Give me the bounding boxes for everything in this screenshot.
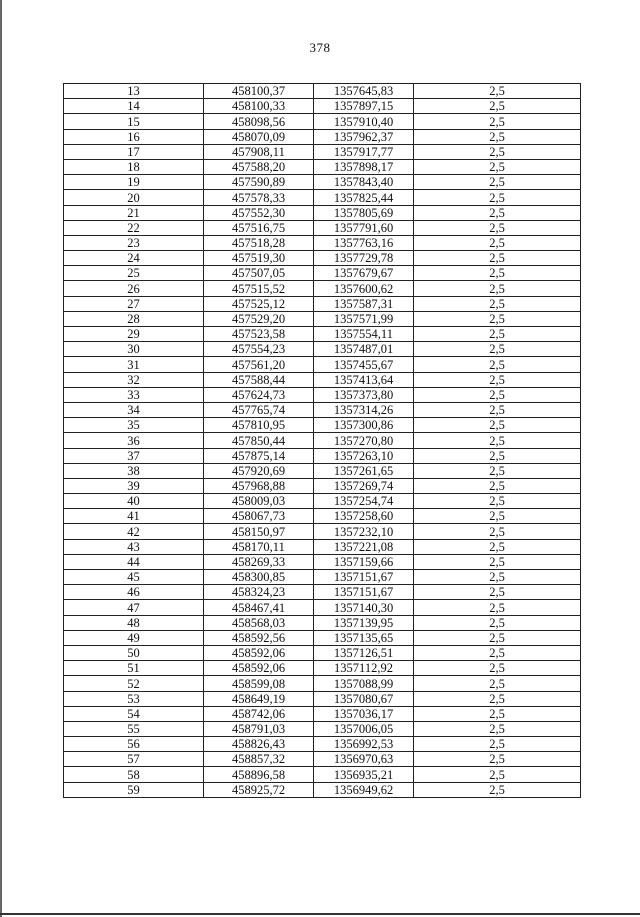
y-coordinate-cell: 1356949,62 [314, 782, 414, 797]
point-number-cell: 37 [64, 448, 204, 463]
y-coordinate-cell: 1357910,40 [314, 114, 414, 129]
point-number-cell: 57 [64, 752, 204, 767]
table-row [64, 615, 581, 630]
x-coordinate-cell: 458150,97 [204, 524, 314, 539]
y-coordinate-cell: 1357413,64 [314, 372, 414, 387]
y-coordinate-cell: 1357270,80 [314, 433, 414, 448]
y-coordinate-cell: 1357314,26 [314, 402, 414, 417]
x-coordinate-cell: 458857,32 [204, 752, 314, 767]
value-cell: 2,5 [414, 615, 581, 630]
point-number-cell: 54 [64, 706, 204, 721]
point-number-cell: 52 [64, 676, 204, 691]
value-cell: 2,5 [414, 144, 581, 159]
value-cell: 2,5 [414, 205, 581, 220]
table-row [64, 554, 581, 569]
point-number-cell: 49 [64, 630, 204, 645]
point-number-cell: 15 [64, 114, 204, 129]
point-number-cell: 59 [64, 782, 204, 797]
page-edge-bottom [0, 913, 640, 915]
x-coordinate-cell: 457588,20 [204, 159, 314, 174]
x-coordinate-cell: 458568,03 [204, 615, 314, 630]
table-row [64, 144, 581, 159]
point-number-cell: 14 [64, 99, 204, 114]
value-cell: 2,5 [414, 235, 581, 250]
point-number-cell: 44 [64, 554, 204, 569]
y-coordinate-cell: 1357254,74 [314, 494, 414, 509]
y-coordinate-cell: 1357455,67 [314, 357, 414, 372]
x-coordinate-cell: 457968,88 [204, 478, 314, 493]
point-number-cell: 50 [64, 645, 204, 660]
table-row [64, 372, 581, 387]
x-coordinate-cell: 458324,23 [204, 585, 314, 600]
value-cell: 2,5 [414, 524, 581, 539]
table-row [64, 251, 581, 266]
table-row [64, 220, 581, 235]
y-coordinate-cell: 1357088,99 [314, 676, 414, 691]
value-cell: 2,5 [414, 645, 581, 660]
table-row [64, 676, 581, 691]
point-number-cell: 45 [64, 570, 204, 585]
y-coordinate-cell: 1356992,53 [314, 737, 414, 752]
y-coordinate-cell: 1357151,67 [314, 570, 414, 585]
table-row [64, 205, 581, 220]
x-coordinate-cell: 458070,09 [204, 129, 314, 144]
x-coordinate-cell: 457516,75 [204, 220, 314, 235]
y-coordinate-cell: 1357897,15 [314, 99, 414, 114]
y-coordinate-cell: 1357487,01 [314, 342, 414, 357]
x-coordinate-cell: 457529,20 [204, 311, 314, 326]
y-coordinate-cell: 1357139,95 [314, 615, 414, 630]
x-coordinate-cell: 458599,08 [204, 676, 314, 691]
table-row [64, 402, 581, 417]
value-cell: 2,5 [414, 266, 581, 281]
x-coordinate-cell: 457578,33 [204, 190, 314, 205]
x-coordinate-cell: 458791,03 [204, 721, 314, 736]
table-row [64, 661, 581, 676]
y-coordinate-cell: 1356970,63 [314, 752, 414, 767]
value-cell: 2,5 [414, 676, 581, 691]
y-coordinate-cell: 1357373,80 [314, 387, 414, 402]
point-number-cell: 39 [64, 478, 204, 493]
value-cell: 2,5 [414, 387, 581, 402]
x-coordinate-cell: 457850,44 [204, 433, 314, 448]
point-number-cell: 23 [64, 235, 204, 250]
value-cell: 2,5 [414, 494, 581, 509]
table-row [64, 433, 581, 448]
table-row [64, 114, 581, 129]
point-number-cell: 16 [64, 129, 204, 144]
point-number-cell: 48 [64, 615, 204, 630]
x-coordinate-cell: 458300,85 [204, 570, 314, 585]
table-row [64, 357, 581, 372]
point-number-cell: 42 [64, 524, 204, 539]
point-number-cell: 58 [64, 767, 204, 782]
value-cell: 2,5 [414, 251, 581, 266]
table-row [64, 99, 581, 114]
value-cell: 2,5 [414, 84, 581, 99]
value-cell: 2,5 [414, 767, 581, 782]
point-number-cell: 36 [64, 433, 204, 448]
table-row [64, 463, 581, 478]
table-row [64, 296, 581, 311]
value-cell: 2,5 [414, 220, 581, 235]
table-row [64, 327, 581, 342]
point-number-cell: 22 [64, 220, 204, 235]
x-coordinate-cell: 457624,73 [204, 387, 314, 402]
point-number-cell: 26 [64, 281, 204, 296]
y-coordinate-cell: 1357600,62 [314, 281, 414, 296]
y-coordinate-cell: 1357825,44 [314, 190, 414, 205]
y-coordinate-cell: 1357962,37 [314, 129, 414, 144]
value-cell: 2,5 [414, 433, 581, 448]
value-cell: 2,5 [414, 630, 581, 645]
y-coordinate-cell: 1357300,86 [314, 418, 414, 433]
table-row [64, 767, 581, 782]
value-cell: 2,5 [414, 99, 581, 114]
value-cell: 2,5 [414, 402, 581, 417]
table-row [64, 84, 581, 99]
x-coordinate-cell: 458649,19 [204, 691, 314, 706]
y-coordinate-cell: 1357232,10 [314, 524, 414, 539]
table-row [64, 159, 581, 174]
table-row [64, 478, 581, 493]
value-cell: 2,5 [414, 691, 581, 706]
point-number-cell: 13 [64, 84, 204, 99]
value-cell: 2,5 [414, 509, 581, 524]
value-cell: 2,5 [414, 175, 581, 190]
value-cell: 2,5 [414, 296, 581, 311]
point-number-cell: 29 [64, 327, 204, 342]
value-cell: 2,5 [414, 372, 581, 387]
x-coordinate-cell: 457554,23 [204, 342, 314, 357]
point-number-cell: 30 [64, 342, 204, 357]
table-row [64, 630, 581, 645]
y-coordinate-cell: 1357729,78 [314, 251, 414, 266]
y-coordinate-cell: 1357135,65 [314, 630, 414, 645]
point-number-cell: 53 [64, 691, 204, 706]
table-row [64, 311, 581, 326]
y-coordinate-cell: 1357645,83 [314, 84, 414, 99]
x-coordinate-cell: 457507,05 [204, 266, 314, 281]
table-row [64, 342, 581, 357]
x-coordinate-cell: 457515,52 [204, 281, 314, 296]
y-coordinate-cell: 1357221,08 [314, 539, 414, 554]
x-coordinate-cell: 458100,33 [204, 99, 314, 114]
point-number-cell: 19 [64, 175, 204, 190]
y-coordinate-cell: 1357791,60 [314, 220, 414, 235]
value-cell: 2,5 [414, 129, 581, 144]
point-number-cell: 21 [64, 205, 204, 220]
x-coordinate-cell: 457561,20 [204, 357, 314, 372]
x-coordinate-cell: 458896,58 [204, 767, 314, 782]
y-coordinate-cell: 1357261,65 [314, 463, 414, 478]
table-row [64, 175, 581, 190]
point-number-cell: 38 [64, 463, 204, 478]
x-coordinate-cell: 457590,89 [204, 175, 314, 190]
x-coordinate-cell: 457908,11 [204, 144, 314, 159]
x-coordinate-cell: 457920,69 [204, 463, 314, 478]
value-cell: 2,5 [414, 114, 581, 129]
point-number-cell: 18 [64, 159, 204, 174]
table-row [64, 585, 581, 600]
x-coordinate-cell: 457765,74 [204, 402, 314, 417]
value-cell: 2,5 [414, 661, 581, 676]
value-cell: 2,5 [414, 539, 581, 554]
value-cell: 2,5 [414, 554, 581, 569]
point-number-cell: 34 [64, 402, 204, 417]
y-coordinate-cell: 1357126,51 [314, 645, 414, 660]
x-coordinate-cell: 457552,30 [204, 205, 314, 220]
value-cell: 2,5 [414, 721, 581, 736]
y-coordinate-cell: 1357006,05 [314, 721, 414, 736]
point-number-cell: 51 [64, 661, 204, 676]
x-coordinate-cell: 458592,06 [204, 661, 314, 676]
value-cell: 2,5 [414, 706, 581, 721]
value-cell: 2,5 [414, 585, 581, 600]
table-row [64, 752, 581, 767]
y-coordinate-cell: 1357587,31 [314, 296, 414, 311]
y-coordinate-cell: 1357151,67 [314, 585, 414, 600]
table-row [64, 570, 581, 585]
point-number-cell: 24 [64, 251, 204, 266]
x-coordinate-cell: 458269,33 [204, 554, 314, 569]
x-coordinate-cell: 458067,73 [204, 509, 314, 524]
table-row [64, 706, 581, 721]
table-row [64, 600, 581, 615]
x-coordinate-cell: 458592,56 [204, 630, 314, 645]
table-row [64, 782, 581, 797]
point-number-cell: 27 [64, 296, 204, 311]
point-number-cell: 32 [64, 372, 204, 387]
table-row [64, 387, 581, 402]
point-number-cell: 25 [64, 266, 204, 281]
x-coordinate-cell: 457523,58 [204, 327, 314, 342]
value-cell: 2,5 [414, 190, 581, 205]
point-number-cell: 56 [64, 737, 204, 752]
x-coordinate-cell: 458592,06 [204, 645, 314, 660]
table-row [64, 448, 581, 463]
table-row [64, 691, 581, 706]
x-coordinate-cell: 458170,11 [204, 539, 314, 554]
y-coordinate-cell: 1357263,10 [314, 448, 414, 463]
table-row [64, 266, 581, 281]
value-cell: 2,5 [414, 782, 581, 797]
y-coordinate-cell: 1357112,92 [314, 661, 414, 676]
value-cell: 2,5 [414, 478, 581, 493]
y-coordinate-cell: 1357679,67 [314, 266, 414, 281]
point-number-cell: 31 [64, 357, 204, 372]
page-edge-left [0, 0, 2, 917]
y-coordinate-cell: 1357269,74 [314, 478, 414, 493]
y-coordinate-cell: 1357917,77 [314, 144, 414, 159]
y-coordinate-cell: 1357036,17 [314, 706, 414, 721]
x-coordinate-cell: 457525,12 [204, 296, 314, 311]
value-cell: 2,5 [414, 600, 581, 615]
table-row [64, 418, 581, 433]
table-row [64, 235, 581, 250]
point-number-cell: 55 [64, 721, 204, 736]
point-number-cell: 20 [64, 190, 204, 205]
value-cell: 2,5 [414, 311, 581, 326]
y-coordinate-cell: 1357571,99 [314, 311, 414, 326]
point-number-cell: 41 [64, 509, 204, 524]
point-number-cell: 17 [64, 144, 204, 159]
table-row [64, 721, 581, 736]
x-coordinate-cell: 458826,43 [204, 737, 314, 752]
value-cell: 2,5 [414, 448, 581, 463]
y-coordinate-cell: 1357898,17 [314, 159, 414, 174]
table-row [64, 737, 581, 752]
value-cell: 2,5 [414, 159, 581, 174]
value-cell: 2,5 [414, 737, 581, 752]
table-row [64, 281, 581, 296]
value-cell: 2,5 [414, 357, 581, 372]
point-number-cell: 43 [64, 539, 204, 554]
y-coordinate-cell: 1356935,21 [314, 767, 414, 782]
x-coordinate-cell: 458467,41 [204, 600, 314, 615]
x-coordinate-cell: 457875,14 [204, 448, 314, 463]
table-row [64, 539, 581, 554]
value-cell: 2,5 [414, 342, 581, 357]
y-coordinate-cell: 1357843,40 [314, 175, 414, 190]
y-coordinate-cell: 1357763,16 [314, 235, 414, 250]
x-coordinate-cell: 457518,28 [204, 235, 314, 250]
x-coordinate-cell: 458742,06 [204, 706, 314, 721]
coordinates-table [63, 83, 581, 798]
table-row [64, 524, 581, 539]
y-coordinate-cell: 1357080,67 [314, 691, 414, 706]
point-number-cell: 33 [64, 387, 204, 402]
x-coordinate-cell: 457810,95 [204, 418, 314, 433]
x-coordinate-cell: 458925,72 [204, 782, 314, 797]
table-row [64, 129, 581, 144]
value-cell: 2,5 [414, 418, 581, 433]
value-cell: 2,5 [414, 463, 581, 478]
x-coordinate-cell: 458009,03 [204, 494, 314, 509]
y-coordinate-cell: 1357258,60 [314, 509, 414, 524]
y-coordinate-cell: 1357805,69 [314, 205, 414, 220]
table-body [64, 84, 581, 798]
point-number-cell: 35 [64, 418, 204, 433]
y-coordinate-cell: 1357554,11 [314, 327, 414, 342]
value-cell: 2,5 [414, 281, 581, 296]
x-coordinate-cell: 457519,30 [204, 251, 314, 266]
table-row [64, 190, 581, 205]
table-row [64, 494, 581, 509]
page-number: 378 [309, 40, 331, 55]
point-number-cell: 28 [64, 311, 204, 326]
y-coordinate-cell: 1357159,66 [314, 554, 414, 569]
x-coordinate-cell: 458098,56 [204, 114, 314, 129]
table-row [64, 509, 581, 524]
value-cell: 2,5 [414, 752, 581, 767]
point-number-cell: 40 [64, 494, 204, 509]
value-cell: 2,5 [414, 570, 581, 585]
y-coordinate-cell: 1357140,30 [314, 600, 414, 615]
point-number-cell: 46 [64, 585, 204, 600]
value-cell: 2,5 [414, 327, 581, 342]
point-number-cell: 47 [64, 600, 204, 615]
x-coordinate-cell: 458100,37 [204, 84, 314, 99]
table-row [64, 645, 581, 660]
x-coordinate-cell: 457588,44 [204, 372, 314, 387]
